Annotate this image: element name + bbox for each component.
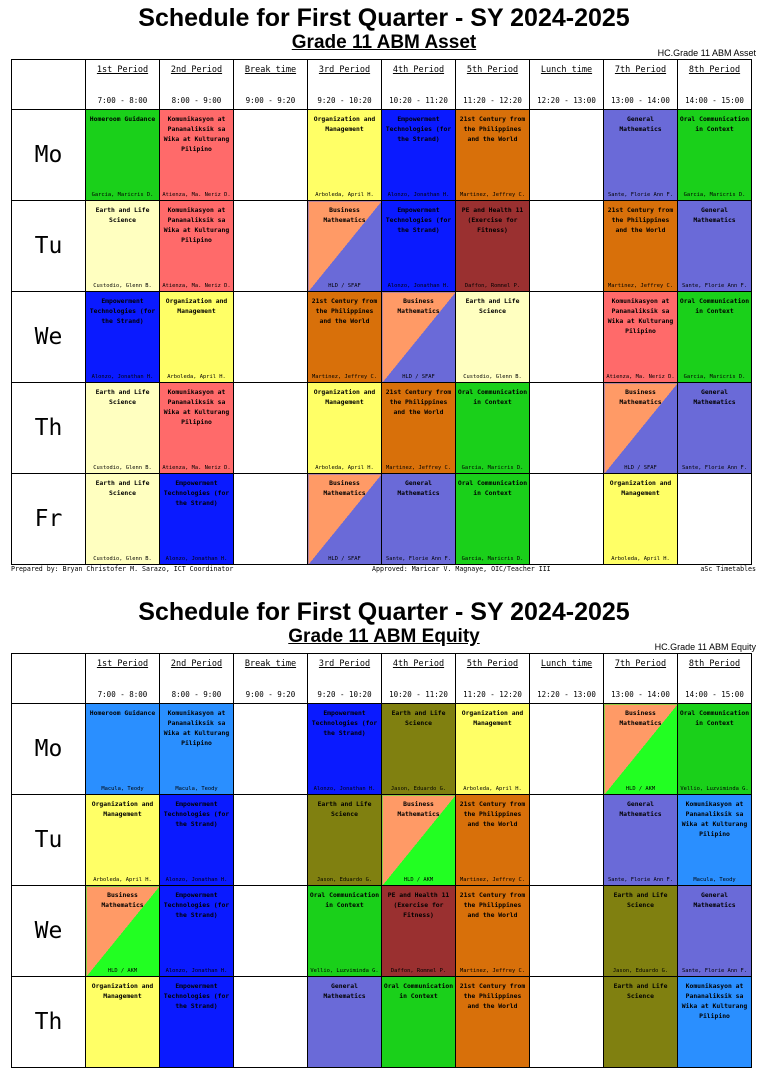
class-cell [234, 201, 308, 292]
class-cell [678, 886, 752, 977]
class-cell [234, 292, 308, 383]
subject-name: Homeroom Guidance [89, 709, 156, 717]
period-time: 14:00 - 15:00 [685, 96, 744, 105]
timetable-code: HC.Grade 11 ABM Asset [657, 48, 756, 58]
teacher-name: Macula, Teody [175, 786, 218, 792]
period-header [604, 654, 678, 704]
subject-name: Empowerment Technologies (for the Strand) [163, 982, 230, 1010]
day-label: Fr [12, 474, 86, 565]
period-name: Lunch time [540, 659, 593, 669]
class-cell [382, 110, 456, 201]
subject-name: General Mathematics [693, 206, 736, 224]
day-label: Th [12, 977, 86, 1068]
subject-name: Organization and Management [313, 388, 376, 406]
subject-name: Business Mathematics [397, 800, 440, 818]
prepared-by: Prepared by: Bryan Christofer M. Sarazo, ICT Coordinator [11, 565, 234, 573]
subject-name: Business Mathematics [619, 388, 662, 406]
period-time: 14:00 - 15:00 [685, 690, 744, 699]
day-label: We [12, 292, 86, 383]
subject-name: Oral Communication in Context [679, 115, 750, 133]
teacher-name: Macula, Teody [101, 786, 144, 792]
class-cell [678, 201, 752, 292]
teacher-name: Atienza, Ma. Neriz D. [162, 283, 231, 289]
teacher-name: Garcia, Maricris D. [91, 192, 154, 198]
teacher-name: Alonzo, Jonathan H. [313, 786, 376, 792]
period-name: 1st Period [96, 65, 149, 75]
period-time: 11:20 - 12:20 [463, 690, 522, 699]
period-header [308, 654, 382, 704]
day-label: Mo [12, 704, 86, 795]
teacher-name: Custodio, Glenn B. [93, 283, 152, 289]
subject-name: Oral Communication in Context [457, 479, 528, 497]
period-name: 3rd Period [318, 65, 371, 75]
teacher-name: Daffon, Romnel P. [464, 283, 521, 289]
period-header [678, 654, 752, 704]
teacher-name: Vellio, Luzviminda G. [680, 786, 749, 792]
teacher-name: Arboleda, April H. [93, 877, 152, 883]
subject-name: Homeroom Guidance [89, 115, 156, 123]
subject-name: Organization and Management [165, 297, 228, 315]
corner-cell [12, 654, 86, 704]
period-time: 10:20 - 11:20 [389, 96, 448, 105]
class-cell [308, 383, 382, 474]
teacher-name: Sante, Florie Ann F. [682, 283, 747, 289]
teacher-name: Alonzo, Jonathan H. [91, 374, 154, 380]
class-cell [86, 383, 160, 474]
subject-name: Komunikasyon at Pananaliksik sa Wika at Kulturang Pilipino [681, 800, 748, 838]
teacher-name: Atienza, Ma. Neriz D. [162, 192, 231, 198]
subject-name: Business Mathematics [101, 891, 144, 909]
period-time: 10:20 - 11:20 [389, 690, 448, 699]
period-name: 5th Period [466, 65, 519, 75]
period-time: 11:20 - 12:20 [463, 96, 522, 105]
teacher-name: Alonzo, Jonathan H. [387, 192, 450, 198]
class-cell [160, 383, 234, 474]
teacher-name: Macula, Teody [693, 877, 736, 883]
period-time: 7:00 - 8:00 [97, 690, 148, 699]
period-header [160, 60, 234, 110]
subject-name: Business Mathematics [397, 297, 440, 315]
day-row [12, 795, 752, 886]
class-cell [456, 977, 530, 1068]
class-cell [382, 474, 456, 565]
teacher-name: Alonzo, Jonathan H. [387, 283, 450, 289]
class-cell [530, 795, 604, 886]
subject-name: General Mathematics [619, 115, 662, 133]
class-cell [530, 704, 604, 795]
subject-name: Earth and Life Science [613, 891, 668, 909]
class-cell [604, 383, 678, 474]
teacher-name: Arboleda, April H. [315, 465, 374, 471]
subject-name: Komunikasyon at Pananaliksik sa Wika at Kulturang Pilipino [163, 206, 230, 244]
class-cell [604, 886, 678, 977]
page-title: Schedule for First Quarter - SY 2024-2025 [138, 4, 630, 32]
class-cell [160, 977, 234, 1068]
subject-name: Oral Communication in Context [457, 388, 528, 406]
subject-name: 21st Century from the Philippines and the World [459, 800, 526, 828]
subject-name: Komunikasyon at Pananaliksik sa Wika at Kulturang Pilipino [163, 709, 230, 747]
day-label: Th [12, 383, 86, 474]
subject-name: Earth and Life Science [465, 297, 520, 315]
class-cell [456, 795, 530, 886]
teacher-name: Garcia, Maricris D. [461, 465, 524, 471]
teacher-name: Martinez, Jeffrey C. [460, 192, 525, 198]
teacher-name: Martinez, Jeffrey C. [460, 968, 525, 974]
subject-name: 21st Century from the Philippines and the World [607, 206, 674, 234]
timetable-grid [11, 59, 752, 565]
day-row [12, 474, 752, 565]
period-header [456, 60, 530, 110]
subject-name: Business Mathematics [323, 479, 366, 497]
teacher-name: Daffon, Romnel P. [390, 968, 447, 974]
teacher-name: HLD / AKM [107, 968, 138, 974]
class-cell [86, 704, 160, 795]
teacher-name: Martinez, Jeffrey C. [460, 877, 525, 883]
class-cell [308, 474, 382, 565]
day-row [12, 977, 752, 1068]
teacher-name: Custodio, Glenn B. [93, 556, 152, 562]
subject-name: Komunikasyon at Pananaliksik sa Wika at Kulturang Pilipino [163, 115, 230, 153]
header-row [12, 654, 752, 704]
class-cell [456, 201, 530, 292]
class-cell [234, 795, 308, 886]
class-cell [604, 201, 678, 292]
teacher-name: HLD / SFAF [328, 556, 361, 562]
subject-name: Organization and Management [91, 982, 154, 1000]
subject-name: Empowerment Technologies (for the Strand) [163, 479, 230, 507]
class-cell [678, 292, 752, 383]
period-header [86, 60, 160, 110]
teacher-name: Alonzo, Jonathan H. [165, 968, 228, 974]
subject-name: Empowerment Technologies (for the Strand) [89, 297, 156, 325]
class-cell [604, 977, 678, 1068]
period-time: 8:00 - 9:00 [171, 96, 222, 105]
subject-name: Earth and Life Science [95, 206, 150, 224]
class-cell [86, 795, 160, 886]
class-cell [234, 886, 308, 977]
teacher-name: Atienza, Ma. Neriz D. [162, 465, 231, 471]
class-cell [678, 383, 752, 474]
teacher-name: Jason, Eduardo G. [612, 968, 669, 974]
day-label: Tu [12, 201, 86, 292]
class-cell [160, 795, 234, 886]
subject-name: Organization and Management [91, 800, 154, 818]
day-row [12, 201, 752, 292]
period-name: 8th Period [688, 659, 741, 669]
class-cell [678, 977, 752, 1068]
class-cell [234, 110, 308, 201]
teacher-name: Arboleda, April H. [463, 786, 522, 792]
day-label: Tu [12, 795, 86, 886]
subject-name: Komunikasyon at Pananaliksik sa Wika at Kulturang Pilipino [607, 297, 674, 335]
subject-name: PE and Health 11 (Exercise for Fitness) [387, 891, 450, 919]
period-time: 13:00 - 14:00 [611, 690, 670, 699]
day-row [12, 886, 752, 977]
subject-name: Earth and Life Science [391, 709, 446, 727]
class-cell [456, 886, 530, 977]
period-time: 13:00 - 14:00 [611, 96, 670, 105]
class-cell [678, 795, 752, 886]
period-name: 2nd Period [170, 659, 223, 669]
subject-name: Komunikasyon at Pananaliksik sa Wika at Kulturang Pilipino [681, 982, 748, 1020]
subject-name: Oral Communication in Context [383, 982, 454, 1000]
class-cell [530, 292, 604, 383]
teacher-name: HLD / SFAF [624, 465, 657, 471]
teacher-name: Sante, Florie Ann F. [682, 968, 747, 974]
day-label: We [12, 886, 86, 977]
teacher-name: Alonzo, Jonathan H. [165, 877, 228, 883]
class-cell [382, 886, 456, 977]
schedule-sheet-equity [0, 594, 768, 1035]
class-cell [604, 704, 678, 795]
teacher-name: Garcia, Maricris D. [683, 192, 746, 198]
subject-name: Organization and Management [461, 709, 524, 727]
class-cell [86, 474, 160, 565]
subject-name: Oral Communication in Context [679, 709, 750, 727]
class-cell [308, 110, 382, 201]
period-time: 7:00 - 8:00 [97, 96, 148, 105]
class-cell [86, 886, 160, 977]
teacher-name: Custodio, Glenn B. [93, 465, 152, 471]
class-cell [308, 201, 382, 292]
period-time: 12:20 - 13:00 [537, 690, 596, 699]
subject-name: General Mathematics [693, 891, 736, 909]
teacher-name: Sante, Florie Ann F. [682, 465, 747, 471]
class-cell [308, 292, 382, 383]
subject-name: Empowerment Technologies (for the Strand) [311, 709, 378, 737]
class-cell [308, 886, 382, 977]
class-cell [160, 474, 234, 565]
teacher-name: Garcia, Maricris D. [461, 556, 524, 562]
teacher-name: HLD / SFAF [402, 374, 435, 380]
teacher-name: HLD / AKM [625, 786, 656, 792]
subject-name: Earth and Life Science [95, 479, 150, 497]
header-row [12, 60, 752, 110]
day-row [12, 383, 752, 474]
teacher-name: Martinez, Jeffrey C. [312, 374, 377, 380]
subject-name: Organization and Management [609, 479, 672, 497]
approved-by: Approved: Maricar V. Magnaye, OIC/Teacher III [372, 565, 551, 573]
class-cell [160, 201, 234, 292]
period-name: Lunch time [540, 65, 593, 75]
class-cell [530, 110, 604, 201]
teacher-name: HLD / AKM [403, 877, 434, 883]
class-cell [456, 292, 530, 383]
period-header [382, 60, 456, 110]
class-cell [530, 886, 604, 977]
teacher-name: Martinez, Jeffrey C. [608, 283, 673, 289]
subject-name: 21st Century from the Philippines and the World [459, 891, 526, 919]
class-cell [382, 704, 456, 795]
period-header [530, 60, 604, 110]
teacher-name: Arboleda, April H. [315, 192, 374, 198]
class-cell [160, 292, 234, 383]
class-cell [160, 886, 234, 977]
subject-name: General Mathematics [619, 800, 662, 818]
period-time: 9:20 - 10:20 [317, 690, 372, 699]
timetable-grid [11, 653, 752, 1068]
subject-name: Business Mathematics [323, 206, 366, 224]
subject-name: Oral Communication in Context [309, 891, 380, 909]
page-subtitle: Grade 11 ABM Equity [288, 626, 480, 647]
teacher-name: Jason, Eduardo G. [316, 877, 373, 883]
class-cell [308, 795, 382, 886]
class-cell [160, 110, 234, 201]
class-cell [530, 474, 604, 565]
class-cell [604, 110, 678, 201]
period-time: 9:00 - 9:20 [245, 96, 296, 105]
class-cell [604, 474, 678, 565]
period-time: 9:20 - 10:20 [317, 96, 372, 105]
page-subtitle: Grade 11 ABM Asset [291, 32, 477, 53]
class-cell [530, 201, 604, 292]
class-cell [86, 292, 160, 383]
period-name: Break time [244, 659, 297, 669]
subject-name: PE and Health 11 (Exercise for Fitness) [461, 206, 524, 234]
period-name: 5th Period [466, 659, 519, 669]
period-header [678, 60, 752, 110]
class-cell [604, 292, 678, 383]
class-cell [456, 704, 530, 795]
software-credit: aSc Timetables [700, 565, 756, 573]
period-name: 4th Period [392, 65, 445, 75]
period-header [530, 654, 604, 704]
subject-name: General Mathematics [693, 388, 736, 406]
class-cell [382, 383, 456, 474]
period-header [308, 60, 382, 110]
subject-name: Organization and Management [313, 115, 376, 133]
day-row [12, 704, 752, 795]
period-header [160, 654, 234, 704]
period-name: 3rd Period [318, 659, 371, 669]
teacher-name: Arboleda, April H. [167, 374, 226, 380]
period-time: 8:00 - 9:00 [171, 690, 222, 699]
teacher-name: Sante, Florie Ann F. [386, 556, 451, 562]
period-header [234, 654, 308, 704]
subject-name: Business Mathematics [619, 709, 662, 727]
class-cell [234, 977, 308, 1068]
class-cell [308, 977, 382, 1068]
teacher-name: Sante, Florie Ann F. [608, 877, 673, 883]
subject-name: 21st Century from the Philippines and the World [385, 388, 452, 416]
teacher-name: Sante, Florie Ann F. [608, 192, 673, 198]
class-cell [234, 704, 308, 795]
page-title: Schedule for First Quarter - SY 2024-2025 [138, 598, 630, 626]
teacher-name: Jason, Eduardo G. [390, 786, 447, 792]
class-cell [86, 110, 160, 201]
teacher-name: Martinez, Jeffrey C. [386, 465, 451, 471]
class-cell [382, 201, 456, 292]
class-cell [86, 977, 160, 1068]
subject-name: Komunikasyon at Pananaliksik sa Wika at Kulturang Pilipino [163, 388, 230, 426]
class-cell [382, 292, 456, 383]
period-header [604, 60, 678, 110]
period-time: 12:20 - 13:00 [537, 96, 596, 105]
class-cell [456, 474, 530, 565]
subject-name: Earth and Life Science [95, 388, 150, 406]
teacher-name: Alonzo, Jonathan H. [165, 556, 228, 562]
subject-name: 21st Century from the Philippines and the World [459, 982, 526, 1010]
class-cell [160, 704, 234, 795]
subject-name: General Mathematics [323, 982, 366, 1000]
period-header [86, 654, 160, 704]
timetable-code: HC.Grade 11 ABM Equity [654, 642, 756, 652]
period-name: 7th Period [614, 659, 667, 669]
subject-name: Earth and Life Science [613, 982, 668, 1000]
teacher-name: Atienza, Ma. Neriz D. [606, 374, 675, 380]
period-name: 7th Period [614, 65, 667, 75]
period-name: 4th Period [392, 659, 445, 669]
class-cell [234, 383, 308, 474]
subject-name: Empowerment Technologies (for the Strand) [163, 891, 230, 919]
class-cell [678, 110, 752, 201]
class-cell [456, 110, 530, 201]
period-name: Break time [244, 65, 297, 75]
teacher-name: Vellio, Luzviminda G. [310, 968, 379, 974]
class-cell [86, 201, 160, 292]
subject-name: 21st Century from the Philippines and the World [311, 297, 378, 325]
day-row [12, 110, 752, 201]
class-cell [530, 383, 604, 474]
subject-name: Oral Communication in Context [679, 297, 750, 315]
period-header [456, 654, 530, 704]
subject-name: General Mathematics [397, 479, 440, 497]
class-cell [604, 795, 678, 886]
teacher-name: Garcia, Maricris D. [683, 374, 746, 380]
subject-name: Earth and Life Science [317, 800, 372, 818]
class-cell [678, 704, 752, 795]
corner-cell [12, 60, 86, 110]
teacher-name: Custodio, Glenn B. [463, 374, 522, 380]
period-header [382, 654, 456, 704]
class-cell [234, 474, 308, 565]
subject-name: Empowerment Technologies (for the Strand) [385, 206, 452, 234]
subject-name: Empowerment Technologies (for the Strand) [163, 800, 230, 828]
period-name: 8th Period [688, 65, 741, 75]
period-header [234, 60, 308, 110]
day-row [12, 292, 752, 383]
class-cell [382, 795, 456, 886]
subject-name: 21st Century from the Philippines and the World [459, 115, 526, 143]
period-name: 1st Period [96, 659, 149, 669]
day-label: Mo [12, 110, 86, 201]
class-cell [678, 474, 752, 565]
subject-name: Empowerment Technologies (for the Strand) [385, 115, 452, 143]
class-cell [308, 704, 382, 795]
class-cell [382, 977, 456, 1068]
period-time: 9:00 - 9:20 [245, 690, 296, 699]
teacher-name: Arboleda, April H. [611, 556, 670, 562]
period-name: 2nd Period [170, 65, 223, 75]
class-cell [530, 977, 604, 1068]
class-cell [456, 383, 530, 474]
teacher-name: HLD / SFAF [328, 283, 361, 289]
